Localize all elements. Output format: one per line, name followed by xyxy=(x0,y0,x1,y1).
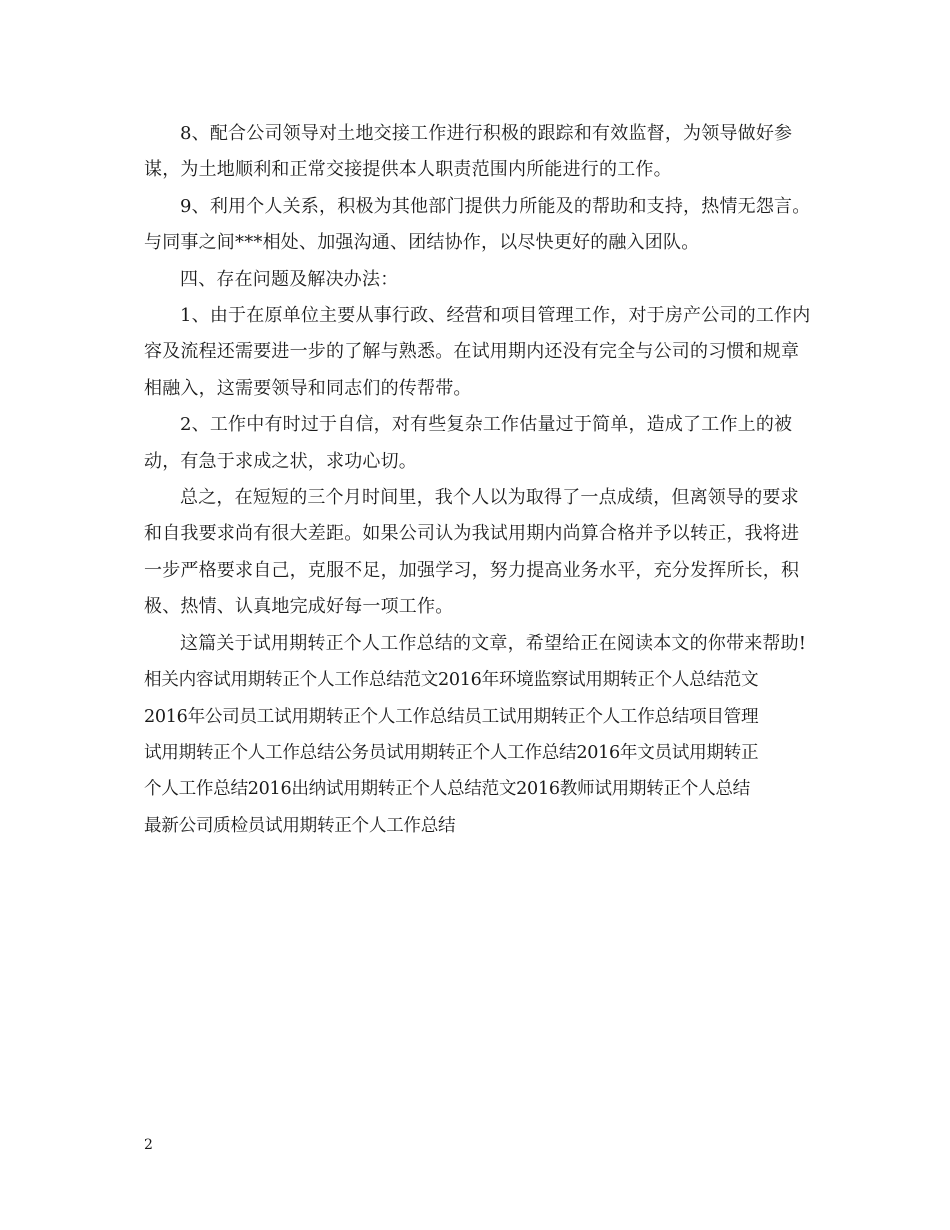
related-line: 试用期转正个人工作总结公务员试用期转正个人工作总结2016年文员试用期转正 xyxy=(144,742,759,763)
page-number: 2 xyxy=(144,1137,153,1153)
related-line: 2016年公司员工试用期转正个人工作总结员工试用期转正个人工作总结项目管理 xyxy=(144,706,759,727)
paragraph-closing: 这篇关于试用期转正个人工作总结的文章，希望给正在阅读本文的你带来帮助! xyxy=(180,632,807,654)
related-line: 最新公司质检员试用期转正个人工作总结 xyxy=(144,815,456,836)
related-content xyxy=(144,662,816,844)
paragraph-problem-2: 2、工作中有时过于自信，对有些复杂工作估量过于简单，造成了工作上的被动，有急于求成之状，求功心切。 xyxy=(144,414,793,472)
paragraph-conclusion: 总之，在短短的三个月时间里，我个人以为取得了一点成绩，但离领导的要求和自我要求尚有很大差距。如果公司认为我试用期内尚算合格并予以转正，我将进一步严格要求自己，克服不足，加强学习，努力提高业务水平，充分发挥所长，积极、热情、认真地完成好每一项工作。 xyxy=(144,487,800,618)
paragraph-problem-1: 1、由于在原单位主要从事行政、经营和项目管理工作，对于房产公司的工作内容及流程还需要进一步的了解与熟悉。在试用期内还没有完全与公司的习惯和规章相融入，这需要领导和同志们的传帮带。 xyxy=(144,305,811,399)
document-body xyxy=(144,116,816,844)
related-line: 相关内容试用期转正个人工作总结范文2016年环境监察试用期转正个人总结范文 xyxy=(144,670,759,691)
section-heading-problems: 四、存在问题及解决办法： xyxy=(180,268,399,290)
paragraph-item-8: 8、配合公司领导对土地交接工作进行积极的跟踪和有效监督，为领导做好参谋，为土地顺利和正常交接提供本人职责范围内所能进行的工作。 xyxy=(144,123,793,181)
related-line: 个人工作总结2016出纳试用期转正个人总结范文2016教师试用期转正个人总结 xyxy=(144,779,750,800)
paragraph-item-9: 9、利用个人关系，积极为其他部门提供力所能及的帮助和支持，热情无怨言。与同事之间***相处、加强沟通、团结协作，以尽快更好的融入团队。 xyxy=(144,195,811,254)
